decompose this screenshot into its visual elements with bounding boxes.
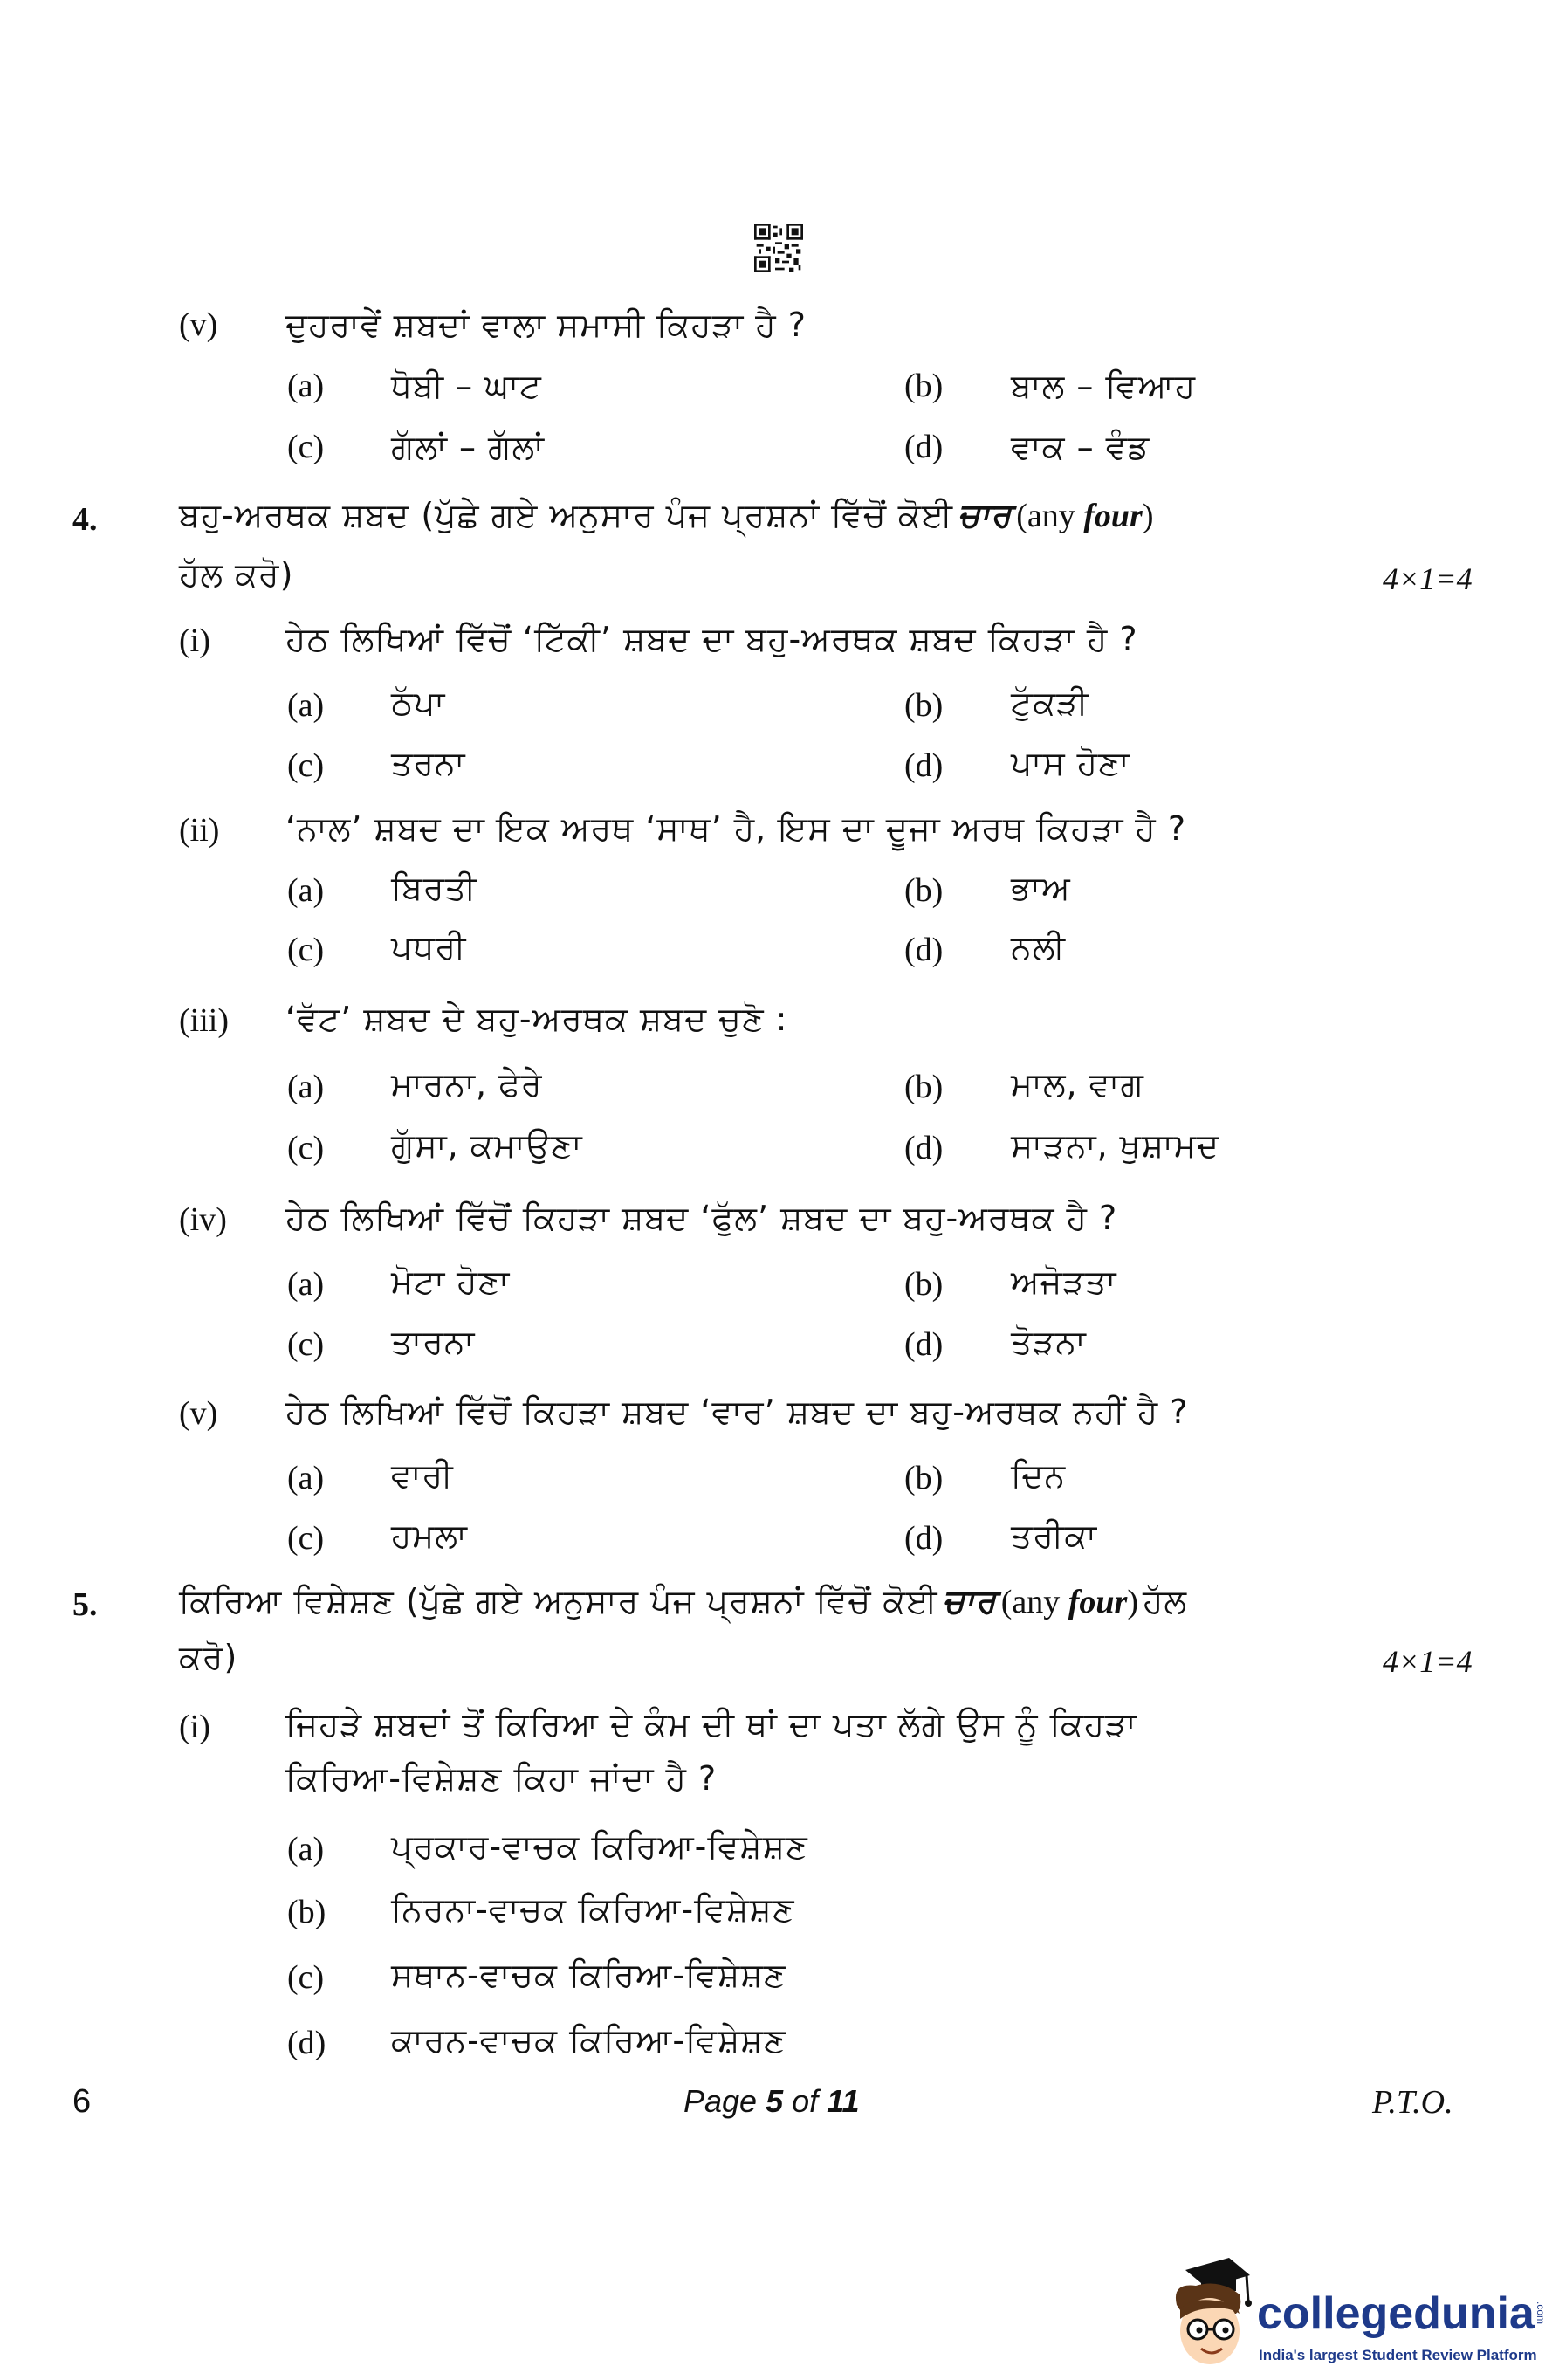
question-number: (i)	[179, 623, 210, 659]
collegedunia-logo	[1159, 2253, 1547, 2375]
option-text: ਦਿਨ	[1011, 1456, 1067, 1495]
option-label: (a)	[287, 368, 325, 404]
option-text: ਤੋੜਨਾ	[1011, 1323, 1087, 1361]
option-label: (a)	[287, 1069, 325, 1105]
option-label: (d)	[904, 1130, 944, 1166]
option-text: ਬਾਲ – ਵਿਆਹ	[1011, 367, 1197, 405]
option-text: ਨਲੀ	[1011, 928, 1066, 966]
heading-text: ਕਿਰਿਆ ਵਿਸ਼ੇਸ਼ਣ (ਪੁੱਛੇ ਗਏ ਅਨੁਸਾਰ ਪੰਜ ਪ੍ਰਸ਼ਨਾਂ ਵਿੱਚੋਂ ਕੋਈ	[179, 1582, 938, 1620]
logo-tagline: India's largest Student Review Platform	[1259, 2347, 1537, 2363]
option-label: (a)	[287, 872, 325, 909]
question-number: (i)	[179, 1709, 210, 1745]
option-text: ਧੋਬੀ – ਘਾਟ	[391, 367, 542, 405]
question-number: (v)	[179, 1395, 218, 1432]
logo-name: collegedunia	[1257, 2288, 1535, 2339]
question-text: ‘ਵੱਟ’ ਸ਼ਬਦ ਦੇ ਬਹੁ-ਅਰਥਕ ਸ਼ਬਦ ਚੁਣੋ :	[285, 1000, 788, 1038]
question-number: 4.	[72, 501, 98, 538]
option-text: ਤਰੀਕਾ	[1011, 1517, 1098, 1555]
option-label: (a)	[287, 687, 325, 724]
option-label: (a)	[287, 1266, 325, 1303]
option-text: ਨਿਰਨਾ-ਵਾਚਕ ਕਿਰਿਆ-ਵਿਸ਼ੇਸ਼ਣ	[391, 1890, 795, 1929]
heading-text-line2: ਕਰੋ)	[179, 1638, 238, 1676]
page-prefix: Page	[683, 2083, 766, 2119]
option-text: ਵਾਰੀ	[391, 1456, 454, 1495]
any-close: )	[1142, 498, 1154, 534]
option-text: ਮੋਟਾ ਹੋਣਾ	[391, 1262, 511, 1301]
question-text: ਜਿਹੜੇ ਸ਼ਬਦਾਂ ਤੋਂ ਕਿਰਿਆ ਦੇ ਕੰਮ ਦੀ ਥਾਂ ਦਾ ਪਤਾ ਲੱਗੇ ਉਸ ਨੂੰ ਕਿਹੜਾ	[285, 1705, 1137, 1744]
option-label: (b)	[287, 1894, 326, 1930]
question-number: (iii)	[179, 1002, 229, 1039]
page-indicator	[683, 2083, 860, 2120]
page-total: 11	[827, 2083, 860, 2119]
pto-label: P.T.O.	[1372, 2084, 1453, 2121]
option-label: (c)	[287, 1130, 325, 1166]
option-text: ਪਧਰੀ	[391, 928, 467, 966]
option-label: (d)	[287, 2025, 326, 2061]
heading-bold-word: ਚਾਰ	[942, 1582, 997, 1620]
heading-bold-word: ਚਾਰ	[958, 496, 1013, 534]
marks: 4×1=4	[1383, 1644, 1473, 1679]
option-label: (a)	[287, 1460, 325, 1496]
option-text: ਅਜੋੜਤਾ	[1011, 1262, 1117, 1301]
option-label: (a)	[287, 1831, 325, 1868]
question-text: ਹੇਠ ਲਿਖਿਆਂ ਵਿੱਚੋਂ ਕਿਹੜਾ ਸ਼ਬਦ ‘ਫੁੱਲ’ ਸ਼ਬਦ ਦਾ ਬਹੁ-ਅਰਥਕ ਹੈ ?	[285, 1199, 1118, 1237]
option-text: ਵਾਕ – ਵੰਡ	[1011, 428, 1150, 466]
page-current: 5	[766, 2083, 784, 2119]
option-text: ਤਾਰਨਾ	[391, 1323, 476, 1361]
heading-text-line2: ਹੱਲ ਕਰੋ)	[179, 555, 294, 594]
option-text: ਪਾਸ ਹੋਣਾ	[1011, 744, 1130, 782]
heading-text: ਬਹੁ-ਅਰਥਕ ਸ਼ਬਦ (ਪੁੱਛੇ ਗਏ ਅਨੁਸਾਰ ਪੰਜ ਪ੍ਰਸ਼ਨਾਂ ਵਿੱਚੋਂ ਕੋਈ	[179, 496, 953, 534]
mascot-icon	[1159, 2253, 1255, 2375]
option-label: (c)	[287, 1959, 325, 1996]
option-label: (b)	[904, 1069, 944, 1105]
option-text: ਸਥਾਨ-ਵਾਚਕ ਕਿਰਿਆ-ਵਿਸ਼ੇਸ਼ਣ	[391, 1956, 786, 1994]
marks: 4×1=4	[1383, 561, 1473, 596]
option-text: ਗੁੱਸਾ, ਕਮਾਉਣਾ	[391, 1126, 583, 1165]
option-text: ਟੁੱਕੜੀ	[1011, 684, 1089, 722]
option-text: ਤਰਨਾ	[391, 744, 466, 782]
option-label: (b)	[904, 687, 944, 724]
question-number: (iv)	[179, 1201, 227, 1238]
page-code: 6	[72, 2083, 92, 2120]
question-text-line2: ਕਿਰਿਆ-ਵਿਸ਼ੇਸ਼ਣ ਕਿਹਾ ਜਾਂਦਾ ਹੈ ?	[285, 1759, 718, 1798]
question-text: ‘ਨਾਲ’ ਸ਼ਬਦ ਦਾ ਇਕ ਅਰਥ ‘ਸਾਥ’ ਹੈ, ਇਸ ਦਾ ਦੂਜਾ ਅਰਥ ਕਿਹੜਾ ਹੈ ?	[285, 809, 1186, 848]
any-close: )	[1127, 1584, 1138, 1620]
heading-hal: ਹੱਲ	[1143, 1582, 1188, 1620]
option-label: (b)	[904, 1460, 944, 1496]
option-label: (b)	[904, 368, 944, 404]
option-label: (c)	[287, 932, 325, 968]
any-open: (any	[1016, 498, 1084, 534]
option-text: ਠੱਪਾ	[391, 684, 446, 722]
option-label: (d)	[904, 1326, 944, 1363]
page-of: of	[783, 2083, 828, 2119]
option-label: (d)	[904, 429, 944, 465]
option-label: (b)	[904, 872, 944, 909]
question-heading	[179, 1582, 1187, 1621]
option-label: (d)	[904, 747, 944, 784]
any-word: four	[1083, 498, 1143, 534]
any-word: four	[1068, 1584, 1128, 1620]
any-open: (any	[1000, 1584, 1068, 1620]
option-label: (b)	[904, 1266, 944, 1303]
option-label: (c)	[287, 1520, 325, 1557]
option-label: (c)	[287, 1326, 325, 1363]
logo-com: .com	[1535, 2301, 1547, 2325]
option-text: ਮਾਲ, ਵਾਗ	[1011, 1065, 1144, 1104]
option-text: ਭਾਅ	[1011, 869, 1071, 907]
option-text: ਮਾਰਨਾ, ਫੇਰੇ	[391, 1065, 543, 1104]
question-text: ਹੇਠ ਲਿਖਿਆਂ ਵਿੱਚੋਂ ‘ਟਿੱਕੀ’ ਸ਼ਬਦ ਦਾ ਬਹੁ-ਅਰਥਕ ਸ਼ਬਦ ਕਿਹੜਾ ਹੈ ?	[285, 620, 1138, 658]
option-text: ਹਮਲਾ	[391, 1517, 468, 1555]
question-number: (v)	[179, 306, 218, 343]
question-text: ਹੇਠ ਲਿਖਿਆਂ ਵਿੱਚੋਂ ਕਿਹੜਾ ਸ਼ਬਦ ‘ਵਾਰ’ ਸ਼ਬਦ ਦਾ ਬਹੁ-ਅਰਥਕ ਨਹੀਂ ਹੈ ?	[285, 1393, 1189, 1431]
option-text: ਪ੍ਰਕਾਰ-ਵਾਚਕ ਕਿਰਿਆ-ਵਿਸ਼ੇਸ਼ਣ	[391, 1827, 808, 1866]
option-label: (d)	[904, 1520, 944, 1557]
option-label: (d)	[904, 932, 944, 968]
option-text: ਕਾਰਨ-ਵਾਚਕ ਕਿਰਿਆ-ਵਿਸ਼ੇਸ਼ਣ	[391, 2021, 786, 2060]
question-number: 5.	[72, 1586, 98, 1623]
option-label: (c)	[287, 747, 325, 784]
question-heading	[179, 496, 1153, 535]
option-label: (c)	[287, 429, 325, 465]
qr-code	[754, 224, 803, 272]
option-text: ਗੱਲਾਂ – ਗੱਲਾਂ	[391, 428, 545, 466]
option-text: ਸਾੜਨਾ, ਖੁਸ਼ਾਮਦ	[1011, 1126, 1220, 1165]
question-number: (ii)	[179, 812, 220, 849]
question-text: ਦੁਹਰਾਵੇਂ ਸ਼ਬਦਾਂ ਵਾਲਾ ਸਮਾਸੀ ਕਿਹੜਾ ਹੈ ?	[285, 306, 807, 344]
option-text: ਬਿਰਤੀ	[391, 869, 477, 907]
